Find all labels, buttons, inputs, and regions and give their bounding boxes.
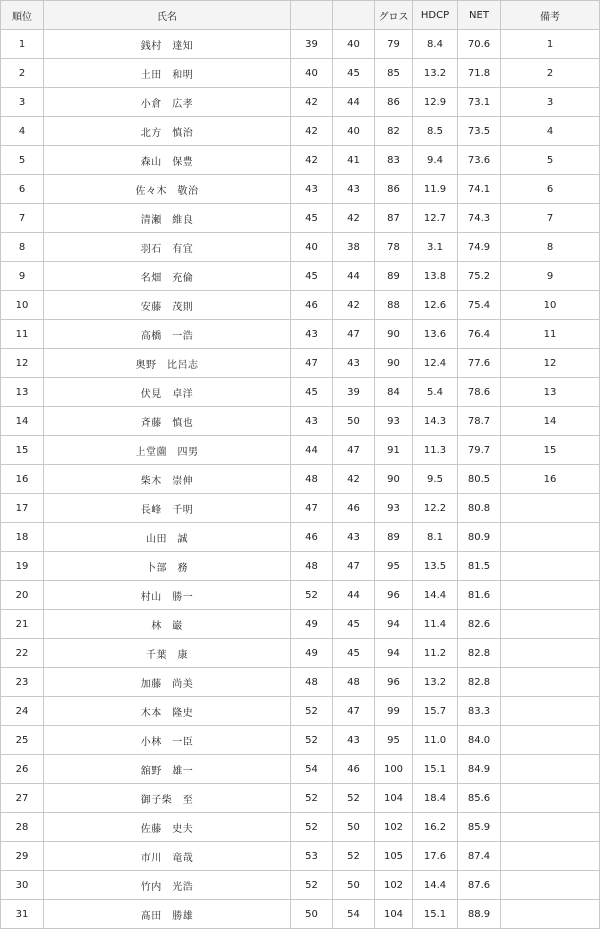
net-cell: 75.4 [458,291,501,320]
hdcp-cell: 14.4 [413,581,458,610]
rank-cell: 21 [1,610,44,639]
hdcp-cell: 11.9 [413,175,458,204]
table-row [1,726,600,755]
name-cell: 安藤 茂則 [44,291,291,320]
table-row [1,668,600,697]
name-cell: 木本 隆史 [44,697,291,726]
gross-cell: 91 [375,436,413,465]
gross-cell: 88 [375,291,413,320]
hdcp-cell: 5.4 [413,378,458,407]
table-header [1,1,600,30]
gross-cell: 105 [375,842,413,871]
note-cell [501,610,600,639]
rank-cell: 26 [1,755,44,784]
net-cell: 73.5 [458,117,501,146]
hdcp-cell: 8.4 [413,30,458,59]
gross-cell: 89 [375,262,413,291]
out-score-cell: 45 [291,204,333,233]
rank-cell: 5 [1,146,44,175]
rank-cell: 23 [1,668,44,697]
rank-cell: 19 [1,552,44,581]
rank-cell: 31 [1,900,44,929]
gross-cell: 90 [375,320,413,349]
net-cell: 83.3 [458,697,501,726]
out-score-cell: 52 [291,581,333,610]
gross-cell: 90 [375,465,413,494]
net-cell: 74.3 [458,204,501,233]
note-cell: 6 [501,175,600,204]
in-score-cell: 52 [333,784,375,813]
table-row [1,610,600,639]
note-cell [501,726,600,755]
net-cell: 77.6 [458,349,501,378]
out-score-cell: 42 [291,117,333,146]
note-cell [501,523,600,552]
note-cell: 16 [501,465,600,494]
gross-cell: 95 [375,552,413,581]
out-score-cell: 48 [291,465,333,494]
table-row [1,320,600,349]
table-row [1,523,600,552]
table-row [1,784,600,813]
net-cell: 73.1 [458,88,501,117]
table-row [1,842,600,871]
table-row [1,117,600,146]
net-cell: 78.6 [458,378,501,407]
out-score-cell: 50 [291,900,333,929]
gross-cell: 96 [375,581,413,610]
name-cell: 銭村 達知 [44,30,291,59]
in-score-cell: 47 [333,697,375,726]
out-score-cell: 40 [291,233,333,262]
name-cell: 清瀬 維良 [44,204,291,233]
rank-cell: 20 [1,581,44,610]
note-cell [501,871,600,900]
in-score-cell: 43 [333,523,375,552]
table-row [1,88,600,117]
header-gross: グロス [375,1,413,30]
net-cell: 70.6 [458,30,501,59]
in-score-cell: 46 [333,755,375,784]
net-cell: 82.8 [458,668,501,697]
rank-cell: 15 [1,436,44,465]
header-rank: 順位 [1,1,44,30]
gross-cell: 93 [375,494,413,523]
in-score-cell: 47 [333,436,375,465]
name-cell: 上堂薗 四男 [44,436,291,465]
net-cell: 74.9 [458,233,501,262]
rank-cell: 2 [1,59,44,88]
in-score-cell: 52 [333,842,375,871]
name-cell: 舘野 雄一 [44,755,291,784]
in-score-cell: 39 [333,378,375,407]
name-cell: 奥野 比呂志 [44,349,291,378]
in-score-cell: 50 [333,407,375,436]
name-cell: 北方 慎治 [44,117,291,146]
table-row [1,755,600,784]
in-score-cell: 45 [333,639,375,668]
hdcp-cell: 15.1 [413,755,458,784]
note-cell: 7 [501,204,600,233]
name-cell: 長峰 千明 [44,494,291,523]
out-score-cell: 52 [291,726,333,755]
hdcp-cell: 12.2 [413,494,458,523]
out-score-cell: 47 [291,349,333,378]
net-cell: 85.6 [458,784,501,813]
rank-cell: 24 [1,697,44,726]
gross-cell: 85 [375,59,413,88]
name-cell: 高橋 一浩 [44,320,291,349]
name-cell: 佐藤 史夫 [44,813,291,842]
table-row [1,204,600,233]
out-score-cell: 52 [291,784,333,813]
in-score-cell: 50 [333,871,375,900]
note-cell: 8 [501,233,600,262]
gross-cell: 86 [375,175,413,204]
rank-cell: 14 [1,407,44,436]
hdcp-cell: 14.3 [413,407,458,436]
name-cell: 佐々木 敬治 [44,175,291,204]
note-cell [501,755,600,784]
rank-cell: 18 [1,523,44,552]
note-cell [501,784,600,813]
net-cell: 71.8 [458,59,501,88]
gross-cell: 87 [375,204,413,233]
note-cell: 11 [501,320,600,349]
table-row [1,494,600,523]
hdcp-cell: 15.1 [413,900,458,929]
out-score-cell: 42 [291,146,333,175]
in-score-cell: 48 [333,668,375,697]
out-score-cell: 42 [291,88,333,117]
table-row [1,697,600,726]
out-score-cell: 43 [291,407,333,436]
in-score-cell: 44 [333,262,375,291]
gross-cell: 84 [375,378,413,407]
note-cell: 13 [501,378,600,407]
header-note: 備考 [501,1,600,30]
out-score-cell: 44 [291,436,333,465]
hdcp-cell: 15.7 [413,697,458,726]
name-cell: 羽石 有宜 [44,233,291,262]
net-cell: 82.8 [458,639,501,668]
in-score-cell: 47 [333,320,375,349]
gross-cell: 90 [375,349,413,378]
gross-cell: 99 [375,697,413,726]
hdcp-cell: 17.6 [413,842,458,871]
table-row [1,262,600,291]
rank-cell: 1 [1,30,44,59]
in-score-cell: 43 [333,726,375,755]
in-score-cell: 44 [333,88,375,117]
table-body [1,30,600,929]
rank-cell: 8 [1,233,44,262]
note-cell: 9 [501,262,600,291]
in-score-cell: 45 [333,610,375,639]
table-row [1,552,600,581]
table-row [1,349,600,378]
hdcp-cell: 13.2 [413,59,458,88]
table-row [1,59,600,88]
out-score-cell: 49 [291,610,333,639]
note-cell: 1 [501,30,600,59]
name-cell: 千葉 康 [44,639,291,668]
note-cell [501,900,600,929]
net-cell: 88.9 [458,900,501,929]
out-score-cell: 48 [291,552,333,581]
note-cell [501,813,600,842]
out-score-cell: 46 [291,523,333,552]
table-row [1,233,600,262]
out-score-cell: 49 [291,639,333,668]
net-cell: 78.7 [458,407,501,436]
in-score-cell: 46 [333,494,375,523]
net-cell: 81.5 [458,552,501,581]
gross-cell: 82 [375,117,413,146]
gross-cell: 93 [375,407,413,436]
in-score-cell: 54 [333,900,375,929]
out-score-cell: 52 [291,813,333,842]
note-cell [501,668,600,697]
hdcp-cell: 13.5 [413,552,458,581]
net-cell: 76.4 [458,320,501,349]
net-cell: 75.2 [458,262,501,291]
header-hdcp: HDCP [413,1,458,30]
name-cell: 御子柴 至 [44,784,291,813]
hdcp-cell: 11.4 [413,610,458,639]
gross-cell: 94 [375,610,413,639]
hdcp-cell: 11.0 [413,726,458,755]
hdcp-cell: 12.4 [413,349,458,378]
name-cell: 小倉 広孝 [44,88,291,117]
gross-cell: 95 [375,726,413,755]
net-cell: 81.6 [458,581,501,610]
hdcp-cell: 12.7 [413,204,458,233]
rank-cell: 30 [1,871,44,900]
table-row [1,378,600,407]
in-score-cell: 40 [333,30,375,59]
rank-cell: 27 [1,784,44,813]
name-cell: 卜部 務 [44,552,291,581]
hdcp-cell: 11.3 [413,436,458,465]
gross-cell: 102 [375,871,413,900]
name-cell: 土田 和明 [44,59,291,88]
hdcp-cell: 13.8 [413,262,458,291]
table-row [1,175,600,204]
name-cell: 山田 誠 [44,523,291,552]
in-score-cell: 43 [333,349,375,378]
in-score-cell: 44 [333,581,375,610]
net-cell: 84.9 [458,755,501,784]
hdcp-cell: 8.1 [413,523,458,552]
hdcp-cell: 12.9 [413,88,458,117]
rank-cell: 13 [1,378,44,407]
in-score-cell: 45 [333,59,375,88]
net-cell: 73.6 [458,146,501,175]
hdcp-cell: 18.4 [413,784,458,813]
note-cell: 4 [501,117,600,146]
net-cell: 80.5 [458,465,501,494]
name-cell: 竹内 光浩 [44,871,291,900]
net-cell: 87.6 [458,871,501,900]
hdcp-cell: 9.5 [413,465,458,494]
rank-cell: 10 [1,291,44,320]
table-row [1,407,600,436]
note-cell: 3 [501,88,600,117]
gross-cell: 89 [375,523,413,552]
rank-cell: 3 [1,88,44,117]
out-score-cell: 52 [291,871,333,900]
out-score-cell: 47 [291,494,333,523]
net-cell: 84.0 [458,726,501,755]
gross-cell: 100 [375,755,413,784]
in-score-cell: 42 [333,291,375,320]
hdcp-cell: 9.4 [413,146,458,175]
out-score-cell: 46 [291,291,333,320]
net-cell: 82.6 [458,610,501,639]
rank-cell: 25 [1,726,44,755]
in-score-cell: 38 [333,233,375,262]
header-row [1,1,600,30]
hdcp-cell: 13.6 [413,320,458,349]
table-row [1,436,600,465]
name-cell: 髙田 勝雄 [44,900,291,929]
header-net: NET [458,1,501,30]
note-cell: 5 [501,146,600,175]
hdcp-cell: 11.2 [413,639,458,668]
note-cell: 2 [501,59,600,88]
in-score-cell: 41 [333,146,375,175]
net-cell: 87.4 [458,842,501,871]
note-cell [501,842,600,871]
rank-cell: 4 [1,117,44,146]
table-row [1,30,600,59]
header-name: 氏名 [44,1,291,30]
note-cell: 15 [501,436,600,465]
hdcp-cell: 16.2 [413,813,458,842]
note-cell: 12 [501,349,600,378]
rank-cell: 22 [1,639,44,668]
out-score-cell: 53 [291,842,333,871]
note-cell [501,552,600,581]
note-cell [501,697,600,726]
rank-cell: 11 [1,320,44,349]
out-score-cell: 43 [291,320,333,349]
table-row [1,871,600,900]
in-score-cell: 40 [333,117,375,146]
table-row [1,465,600,494]
header-in [333,1,375,30]
gross-cell: 96 [375,668,413,697]
gross-cell: 79 [375,30,413,59]
gross-cell: 104 [375,900,413,929]
rank-cell: 6 [1,175,44,204]
name-cell: 斉藤 慎也 [44,407,291,436]
gross-cell: 94 [375,639,413,668]
note-cell: 14 [501,407,600,436]
note-cell: 10 [501,291,600,320]
in-score-cell: 47 [333,552,375,581]
hdcp-cell: 12.6 [413,291,458,320]
rank-cell: 17 [1,494,44,523]
rank-cell: 16 [1,465,44,494]
table-row [1,900,600,929]
table-row [1,291,600,320]
name-cell: 林 巌 [44,610,291,639]
name-cell: 小林 一臣 [44,726,291,755]
out-score-cell: 45 [291,378,333,407]
out-score-cell: 54 [291,755,333,784]
rank-cell: 7 [1,204,44,233]
net-cell: 74.1 [458,175,501,204]
note-cell [501,494,600,523]
header-out [291,1,333,30]
name-cell: 森山 保豊 [44,146,291,175]
out-score-cell: 45 [291,262,333,291]
hdcp-cell: 3.1 [413,233,458,262]
name-cell: 柴木 崇伸 [44,465,291,494]
name-cell: 村山 勝一 [44,581,291,610]
name-cell: 加藤 尚美 [44,668,291,697]
name-cell: 名畑 充倫 [44,262,291,291]
out-score-cell: 40 [291,59,333,88]
gross-cell: 83 [375,146,413,175]
gross-cell: 102 [375,813,413,842]
out-score-cell: 43 [291,175,333,204]
in-score-cell: 42 [333,204,375,233]
out-score-cell: 39 [291,30,333,59]
table-row [1,146,600,175]
table-row [1,813,600,842]
rank-cell: 9 [1,262,44,291]
rank-cell: 28 [1,813,44,842]
net-cell: 80.8 [458,494,501,523]
name-cell: 市川 竜哉 [44,842,291,871]
gross-cell: 86 [375,88,413,117]
hdcp-cell: 13.2 [413,668,458,697]
rank-cell: 12 [1,349,44,378]
rank-cell: 29 [1,842,44,871]
net-cell: 80.9 [458,523,501,552]
gross-cell: 104 [375,784,413,813]
out-score-cell: 48 [291,668,333,697]
hdcp-cell: 14.4 [413,871,458,900]
net-cell: 85.9 [458,813,501,842]
note-cell [501,581,600,610]
net-cell: 79.7 [458,436,501,465]
out-score-cell: 52 [291,697,333,726]
in-score-cell: 43 [333,175,375,204]
in-score-cell: 42 [333,465,375,494]
note-cell [501,639,600,668]
name-cell: 伏見 卓洋 [44,378,291,407]
table-row [1,639,600,668]
table-row [1,581,600,610]
gross-cell: 78 [375,233,413,262]
hdcp-cell: 8.5 [413,117,458,146]
in-score-cell: 50 [333,813,375,842]
